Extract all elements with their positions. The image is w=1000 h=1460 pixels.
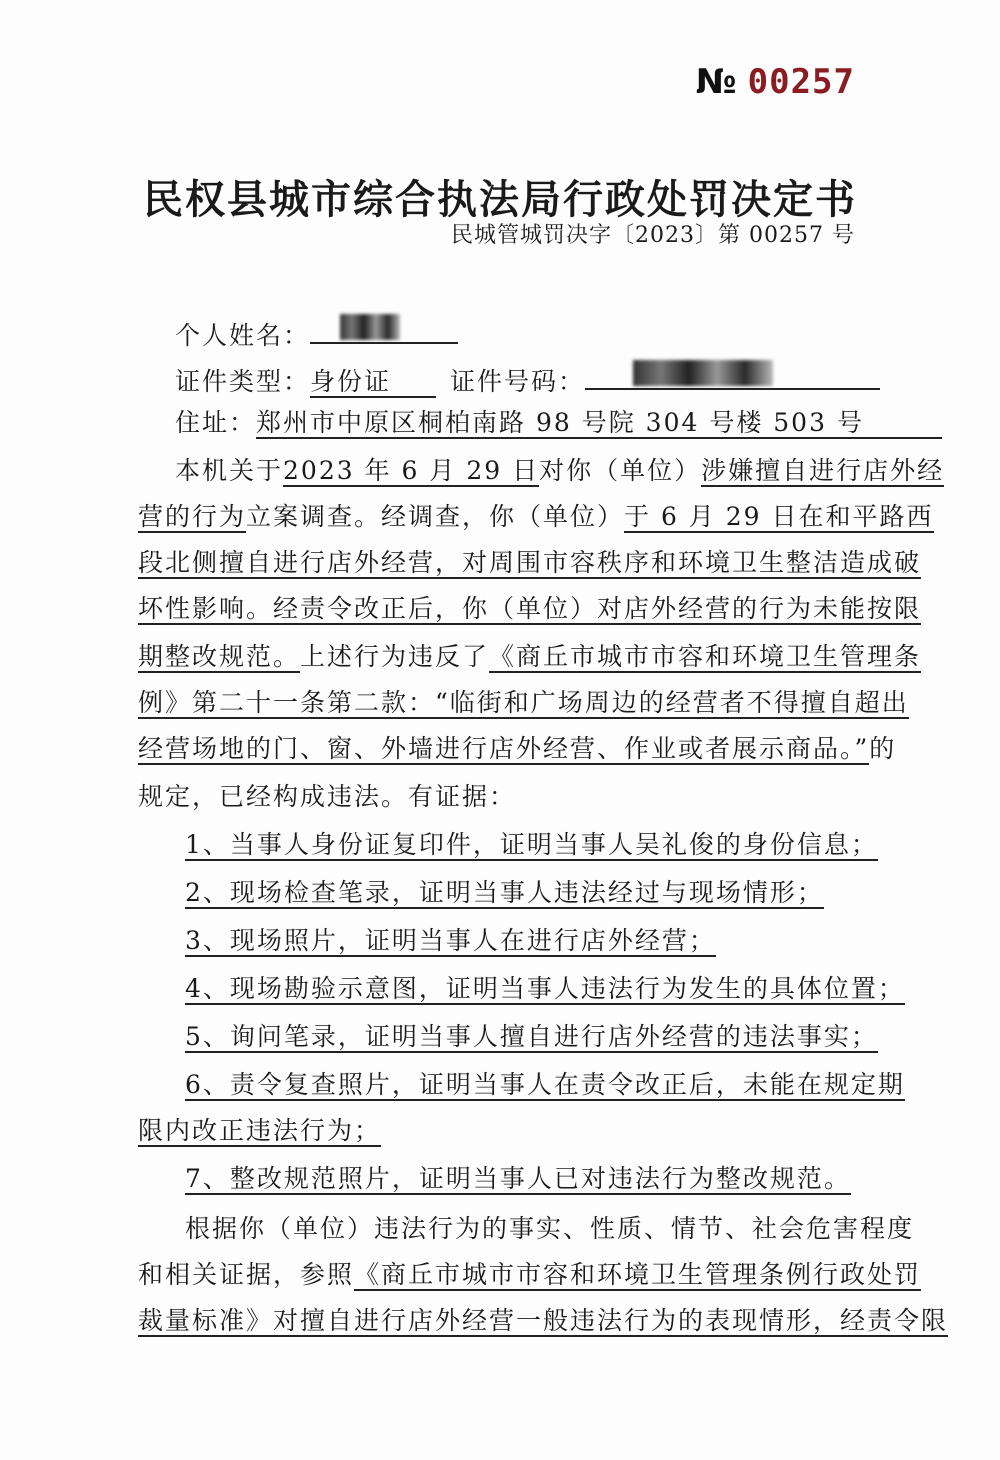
evidence-item-7 [185,1160,851,1198]
underlined-span: 对擅自进行店外经营一般违法行为的表现情形，经责令限 [273,1306,949,1335]
paragraph-line [138,684,909,722]
text-span: 上述行为违反了 [300,642,490,671]
underlined-span: 期整改规范。 [138,642,301,671]
regulation-title: 《商丘市城市市容和环境卫生管理条例行政处罚 [354,1260,922,1289]
number-mark: № [695,62,738,102]
text-span: 的 [869,734,897,763]
underlined-span: 于 6 月 29 日在和平路西 [624,502,934,531]
evidence-item-5 [185,1018,878,1056]
redaction-mark [633,360,773,386]
evidence-item-6-cont [138,1112,381,1150]
evidence-text: 3、现场照片，证明当事人在进行店外经营； [185,926,716,955]
evidence-text: 1、当事人身份证复印件，证明当事人吴礼俊的身份信息； [185,830,878,859]
name-row [175,312,458,355]
regulation-title: 《商丘市城市市容和环境卫生管理条 [489,642,922,671]
document-title: 民权县城市综合执法局行政处罚决定书 [143,177,857,223]
name-value-redacted [310,312,458,344]
evidence-item-1 [185,826,878,864]
evidence-text: 限内改正违法行为； [138,1116,382,1145]
text-span: 和相关证据，参照 [138,1260,355,1289]
evidence-text: 7、整改规范照片，证明当事人已对违法行为整改规范。 [185,1164,851,1193]
paragraph-line [138,778,516,816]
text-span: 根据你（单位）违法行为的事实、性质、情节、社会危害程度 [185,1214,915,1243]
text-span: 对你（单位） [539,456,702,485]
document-serial: 00257 [747,62,855,102]
underlined-span: 营的行为 [138,502,247,531]
paragraph-line [138,498,934,536]
evidence-item-2 [185,874,824,912]
evidence-item-4 [185,970,905,1008]
paragraph-line [138,1256,921,1294]
name-label: 个人姓名： [175,321,311,350]
paragraph-line [138,730,896,768]
text-span: 规定，已经构成违法。有证据： [138,782,517,811]
paragraph-line [138,1302,948,1340]
id-number-label: 证件号码： [450,367,586,396]
evidence-item-6 [185,1066,905,1104]
case-date: 2023 年 6 月 29 日 [283,456,540,485]
regulation-title: 裁量标准》 [138,1306,274,1335]
document-number [696,62,855,102]
address-value: 郑州市中原区桐柏南路 98 号院 304 号楼 503 号 [256,408,942,439]
address-row [175,404,942,442]
id-number-redacted [585,358,880,390]
redaction-mark [340,314,400,340]
text-span: 本机关于 [175,456,284,485]
paragraph-line [138,638,921,676]
id-type-value: 身份证 [310,367,436,398]
evidence-item-3 [185,922,716,960]
underlined-span: 段北侧擅自进行店外经营，对周围市容秩序和环境卫生整洁造成破 [138,548,922,577]
text-span: 立案调查。经调查，你（单位） [246,502,625,531]
evidence-text: 5、询问笔录，证明当事人擅自进行店外经营的违法事实； [185,1022,878,1051]
reference-number: 民城管城罚决字〔2023〕第 00257 号 [451,223,855,248]
underlined-span: 坏性影响。经责令改正后，你（单位）对店外经营的行为未能按限 [138,594,922,623]
id-row [175,358,880,401]
id-type-label: 证件类型： [175,367,311,396]
paragraph-line [138,590,921,628]
evidence-text: 6、责令复查照片，证明当事人在责令改正后，未能在规定期 [185,1070,905,1099]
underlined-span: 经营场地的门、窗、外墙进行店外经营、作业或者展示商品。” [138,734,870,763]
paragraph-line [175,452,944,490]
paragraph-line [138,544,921,582]
underlined-span: 涉嫌擅自进行店外经 [701,456,945,485]
underlined-span: 例》第二十一条第二款：“临街和广场周边的经营者不得擅自超出 [138,688,909,717]
paragraph-line [185,1210,914,1248]
evidence-text: 2、现场检查笔录，证明当事人违法经过与现场情形； [185,878,824,907]
evidence-text: 4、现场勘验示意图，证明当事人违法行为发生的具体位置； [185,974,905,1003]
address-label: 住址： [175,408,257,437]
